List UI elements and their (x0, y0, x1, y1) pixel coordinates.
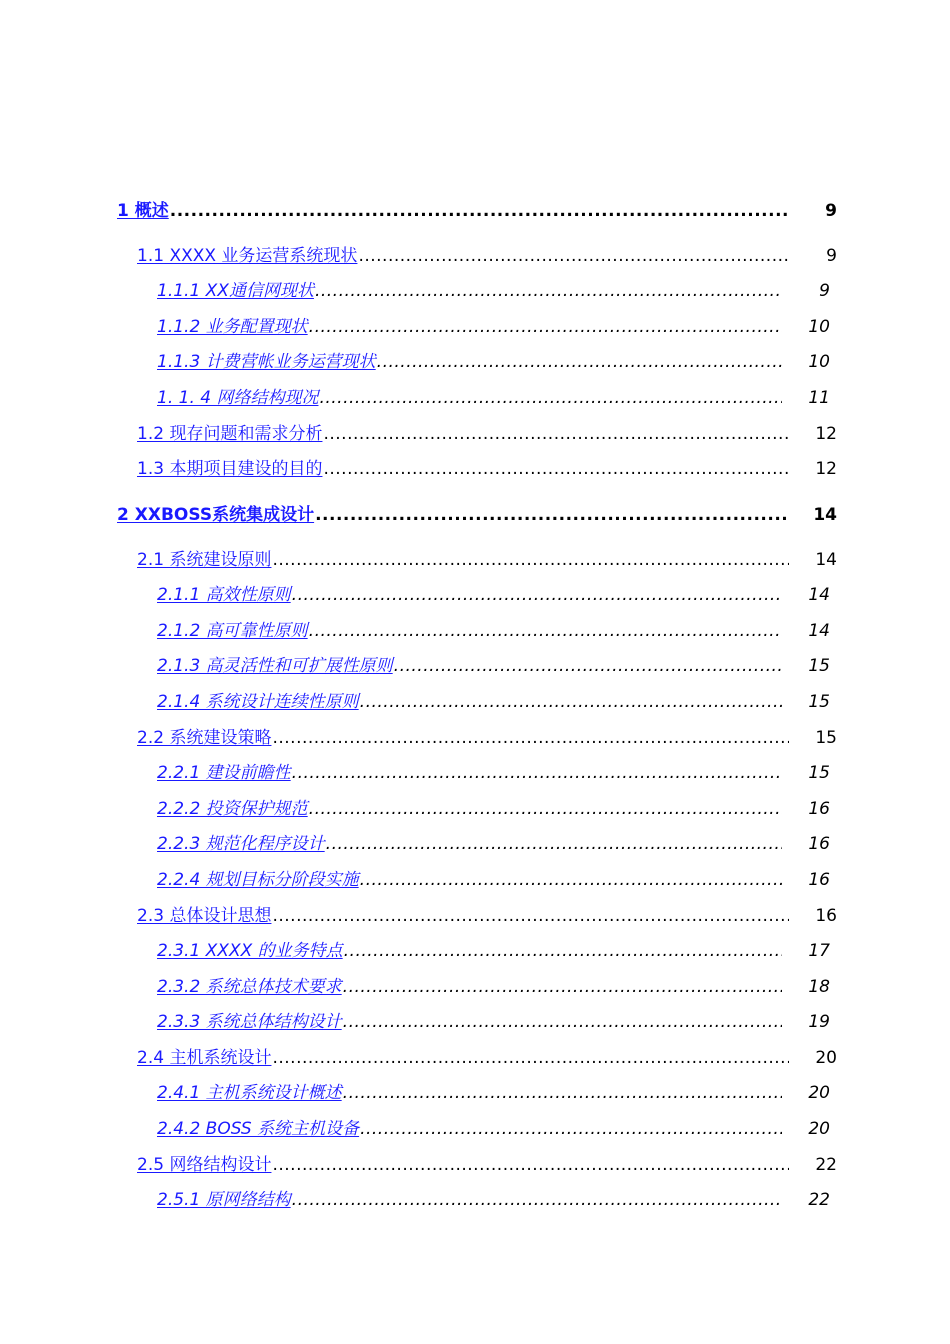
toc-leader-dots (360, 869, 782, 891)
toc-leader-dots (272, 1154, 789, 1176)
toc-leader-dots (315, 280, 782, 302)
toc-leader-dots (360, 1118, 782, 1140)
toc-entry-link[interactable]: 1.2 现存问题和需求分析 (137, 424, 323, 444)
toc-leader-dots (343, 1082, 782, 1104)
toc-entry-link[interactable]: 2.3.3 系统总体结构设计 (157, 1012, 342, 1032)
toc-entry[interactable] (137, 1047, 837, 1069)
toc-entry[interactable] (137, 1154, 837, 1176)
toc-entry-link[interactable]: 2.5 网络结构设计 (137, 1155, 272, 1175)
toc-entry-link[interactable]: 1 概述 (117, 201, 169, 221)
toc-page-number: 10 (808, 352, 830, 372)
toc-entry-link[interactable]: 2.2.3 规范化程序设计 (157, 834, 325, 854)
toc-entry-link[interactable]: 2.5.1 原网络结构 (157, 1190, 291, 1210)
toc-leader-dots (309, 798, 782, 820)
toc-entry-link[interactable]: 2.4 主机系统设计 (137, 1048, 272, 1068)
toc-page-number: 9 (825, 201, 837, 221)
toc-entry-link[interactable]: 2.1.2 高可靠性原则 (157, 621, 308, 641)
toc-page-number: 11 (808, 388, 830, 408)
toc-leader-dots (272, 905, 789, 927)
toc-entry[interactable] (117, 200, 837, 222)
toc-entry[interactable] (157, 1082, 830, 1104)
toc-entry-link[interactable]: 2.2.1 建设前瞻性 (157, 763, 291, 783)
toc-page-number: 16 (808, 834, 830, 854)
toc-leader-dots (323, 458, 789, 480)
toc-entry-link[interactable]: 2.4.2 BOSS 系统主机设备 (157, 1119, 360, 1139)
toc-entry[interactable] (157, 833, 830, 855)
toc-page-number: 9 (819, 281, 830, 301)
toc-leader-dots (315, 504, 789, 526)
toc-entry-link[interactable]: 2.3.1 XXXX 的业务特点 (157, 941, 343, 961)
toc-leader-dots (360, 691, 782, 713)
toc-entry-link[interactable]: 2 XXBOSS系统集成设计 (117, 505, 315, 525)
toc-entry[interactable] (137, 905, 837, 927)
toc-entry[interactable] (137, 423, 837, 445)
toc-page-number: 16 (808, 799, 830, 819)
toc-entry-link[interactable]: 2.3.2 系统总体技术要求 (157, 977, 342, 997)
toc-leader-dots (272, 727, 789, 749)
toc-entry[interactable] (157, 655, 830, 677)
toc-leader-dots (292, 762, 782, 784)
toc-page-number: 15 (808, 692, 830, 712)
toc-page-number: 19 (808, 1012, 830, 1032)
toc-leader-dots (319, 387, 782, 409)
toc-entry-link[interactable]: 2.1.4 系统设计连续性原则 (157, 692, 359, 712)
toc-page-number: 12 (815, 424, 837, 444)
toc-leader-dots (272, 549, 789, 571)
toc-leader-dots (394, 655, 782, 677)
toc-entry[interactable] (117, 504, 837, 526)
toc-leader-dots (309, 316, 782, 338)
toc-entry-link[interactable]: 2.3 总体设计思想 (137, 906, 272, 926)
toc-page-number: 14 (815, 550, 837, 570)
toc-entry[interactable] (157, 691, 830, 713)
toc-page-number: 22 (815, 1155, 837, 1175)
toc-page-number: 18 (808, 977, 830, 997)
toc-page-number: 20 (808, 1119, 830, 1139)
toc-leader-dots (343, 1011, 782, 1033)
toc-page-number: 16 (808, 870, 830, 890)
toc-leader-dots (170, 200, 789, 222)
toc-entry-link[interactable]: 2.2.2 投资保护规范 (157, 799, 308, 819)
toc-entry-link[interactable]: 2.4.1 主机系统设计概述 (157, 1083, 342, 1103)
toc-entry[interactable] (137, 458, 837, 480)
toc-entry[interactable] (157, 280, 830, 302)
toc-entry-link[interactable]: 1.3 本期项目建设的目的 (137, 459, 323, 479)
toc-leader-dots (377, 351, 782, 373)
toc-leader-dots (343, 976, 782, 998)
toc-page-number: 9 (826, 246, 837, 266)
toc-leader-dots (358, 245, 789, 267)
toc-entry[interactable] (157, 620, 830, 642)
toc-leader-dots (272, 1047, 789, 1069)
toc-entry-link[interactable]: 1.1 XXXX 业务运营系统现状 (137, 246, 358, 266)
toc-entry[interactable] (157, 1189, 830, 1211)
toc-page-number: 15 (815, 728, 837, 748)
toc-entry[interactable] (157, 940, 830, 962)
toc-page-number: 14 (808, 585, 830, 605)
toc-entry-link[interactable]: 2.1.1 高效性原则 (157, 585, 291, 605)
toc-page-number: 12 (815, 459, 837, 479)
toc-entry[interactable] (157, 1011, 830, 1033)
toc-leader-dots (326, 833, 782, 855)
toc-leader-dots (323, 423, 789, 445)
toc-entry[interactable] (157, 798, 830, 820)
toc-entry-link[interactable]: 1. 1. 4 网络结构现况 (157, 388, 319, 408)
toc-entry[interactable] (157, 762, 830, 784)
toc-page-number: 17 (808, 941, 830, 961)
toc-page-number: 10 (808, 317, 830, 337)
toc-entry[interactable] (137, 549, 837, 571)
toc-entry-link[interactable]: 1.1.2 业务配置现状 (157, 317, 308, 337)
toc-entry[interactable] (157, 1118, 830, 1140)
toc-page-number: 22 (808, 1190, 830, 1210)
toc-leader-dots (344, 940, 782, 962)
toc-entry[interactable] (157, 976, 830, 998)
toc-entry-link[interactable]: 2.2 系统建设策略 (137, 728, 272, 748)
toc-entry[interactable] (137, 727, 837, 749)
toc-entry[interactable] (137, 245, 837, 267)
toc-page-number: 14 (808, 621, 830, 641)
toc-leader-dots (292, 1189, 782, 1211)
toc-entry[interactable] (157, 316, 830, 338)
toc-leader-dots (309, 620, 782, 642)
toc-entry-link[interactable]: 2.2.4 规划目标分阶段实施 (157, 870, 359, 890)
toc-entry-link[interactable]: 2.1.3 高灵活性和可扩展性原则 (157, 656, 393, 676)
toc-entry[interactable] (157, 351, 830, 373)
toc-page-number: 14 (813, 505, 837, 525)
toc-leader-dots (292, 584, 782, 606)
toc-entry[interactable] (157, 584, 830, 606)
toc-entry-link[interactable]: 1.1.3 计费营帐业务运营现状 (157, 352, 376, 372)
toc-entry[interactable] (157, 387, 830, 409)
toc-entry[interactable] (157, 869, 830, 891)
toc-entry-link[interactable]: 2.1 系统建设原则 (137, 550, 272, 570)
toc-page-number: 20 (808, 1083, 830, 1103)
toc-page-number: 15 (808, 656, 830, 676)
toc-page-number: 16 (815, 906, 837, 926)
toc-entry-link[interactable]: 1.1.1 XX通信网现状 (157, 281, 314, 301)
toc-page-number: 15 (808, 763, 830, 783)
toc-page-number: 20 (815, 1048, 837, 1068)
